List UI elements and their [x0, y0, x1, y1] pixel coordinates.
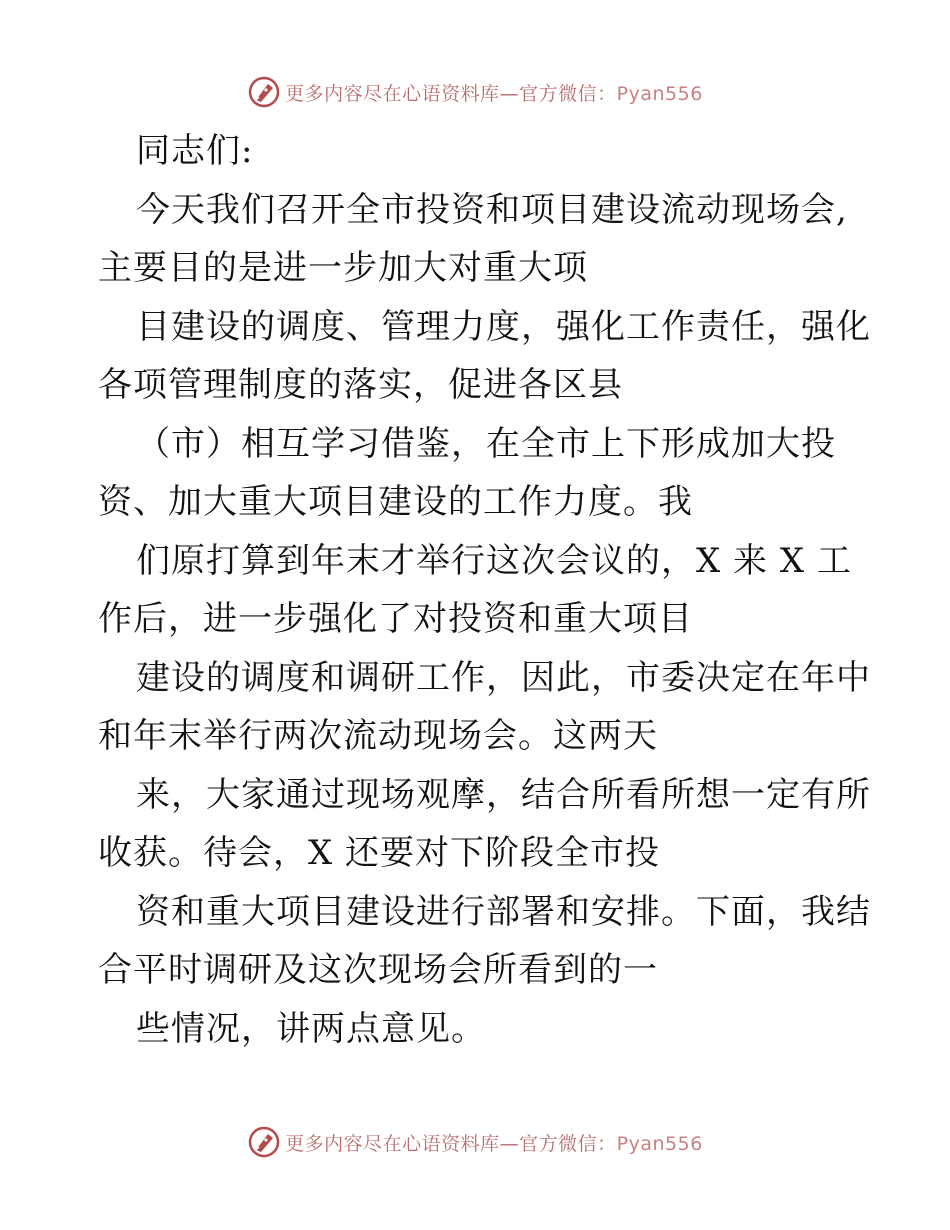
document-line: 建设的调度和调研工作，因此，市委决定在年中	[136, 657, 871, 698]
document-line: 今天我们召开全市投资和项目建设流动现场会,	[136, 189, 848, 230]
header-banner-wechat: Pyan556	[616, 82, 703, 105]
document-line: （市）相互学习借鉴，在全市上下形成加大投	[136, 423, 836, 464]
footer-banner	[0, 1122, 950, 1162]
document-line: 们原打算到年末才举行这次会议的，X 来 X 工	[136, 540, 852, 581]
document-line: 合平时调研及这次现场会所看到的一	[98, 950, 658, 990]
document-line: 同志们:	[136, 131, 254, 171]
footer-banner-text	[285, 1129, 703, 1156]
header-banner-text	[285, 79, 703, 106]
document-line: 作后，进一步强化了对投资和重大项目	[98, 599, 693, 639]
header-banner	[0, 72, 950, 112]
document-line: 目建设的调度、管理力度，强化工作责任，强化	[136, 306, 871, 347]
document-line: 些情况，讲两点意见。	[136, 1008, 486, 1049]
header-banner-label: 更多内容尽在心语资料库—官方微信：	[285, 82, 617, 105]
document-body	[98, 122, 871, 1058]
document-line: 和年末举行两次流动现场会。这两天	[98, 716, 658, 756]
document-line: 资和重大项目建设进行部署和安排。下面，我结	[136, 891, 871, 932]
document-line: 来，大家通过现场观摩，结合所看所想一定有所	[136, 774, 871, 815]
footer-banner-wechat: Pyan556	[616, 1132, 703, 1155]
document-line: 主要目的是进一步加大对重大项	[98, 248, 588, 288]
document-line: 资、加大重大项目建设的工作力度。我	[98, 482, 693, 522]
document-line: 收获。待会，X 还要对下阶段全市投	[98, 833, 661, 873]
pen-nib-logo-icon	[247, 1125, 281, 1159]
footer-banner-label: 更多内容尽在心语资料库—官方微信：	[285, 1132, 617, 1155]
pen-nib-logo-icon	[247, 75, 281, 109]
document-line: 各项管理制度的落实，促进各区县	[98, 365, 623, 405]
